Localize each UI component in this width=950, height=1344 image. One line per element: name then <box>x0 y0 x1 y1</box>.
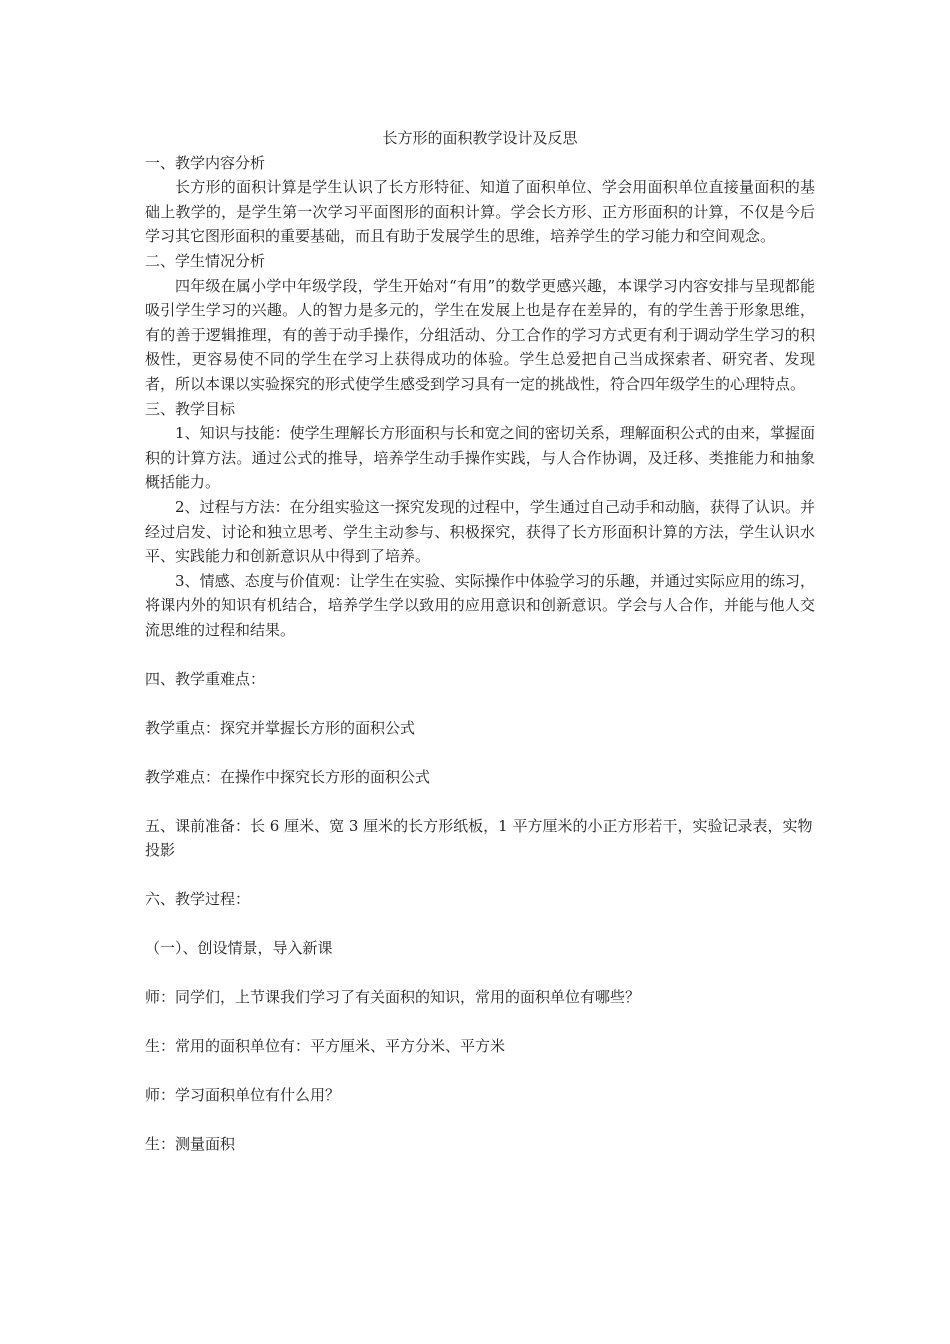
dialog-line-teacher-1: 师：同学们，上节课我们学习了有关面积的知识，常用的面积单位有哪些？ <box>145 988 641 1007</box>
preparation-text: 五、课前准备：长 6 厘米、宽 3 厘米的长方形纸板，1 平方厘米的小正方形若干，实验记录表，实物投影 <box>145 816 813 860</box>
section-heading-student-analysis: 二、学生情况分析 <box>145 251 266 270</box>
key-point-text: 教学重点：探究并掌握长方形的面积公式 <box>145 718 416 737</box>
difficult-point-text: 教学难点：在操作中探究长方形的面积公式 <box>145 767 431 786</box>
section-heading-teaching-process: 六、教学过程： <box>145 890 251 909</box>
paragraph-student-analysis: 四年级在属小学中年级学段，学生开始对“有用”的数学更感兴趣，本课学习内容安排与呈现都能吸引学生学习的兴趣。人的智力是多元的，学生在发展上也是存在差异的，有的学生善于形象思维，有的善于逻辑推理，有的善于动手操作，分组活动、分工合作的学习方式更有利于调动学生学习的积极性，更容易使不同的学生在学习上获得成功的体验。学生总爱把自己当成探索者、研究者、发现者，所以本课以实验探究的形式使学生感受到学习具有一定的挑战性，符合四年级学生的心理特点。 <box>145 276 815 393</box>
paragraph-content-analysis: 长方形的面积计算是学生认识了长方形特征、知道了面积单位、学会用面积单位直接量面积的基础上教学的，是学生第一次学习平面图形的面积计算。学会长方形、正方形面积的计算，不仅是今后学习其它图形面积的重要基础，而且有助于发展学生的思维，培养学生的学习能力和空间观念。 <box>145 178 815 246</box>
paragraph-goal-process: 2、过程与方法：在分组实验这一探究发现的过程中，学生通过自己动手和动脑，获得了认识。并经过启发、讨论和独立思考、学生主动参与、积极探究，获得了长方形面积计算的方法，学生认识水平、实践能力和创新意识从中得到了培养。 <box>145 497 815 566</box>
document-title: 长方形的面积教学设计及反思 <box>382 129 578 147</box>
section-heading-content-analysis: 一、教学内容分析 <box>145 153 266 172</box>
paragraph-goal-emotion: 3、情感、态度与价值观：让学生在实验、实际操作中体验学习的乐趣，并通过实际应用的练习，将课内外的知识有机结合，培养学生学以致用的应用意识和创新意识。学会与人合作，并能与他人交流思维的过程和结果。 <box>145 571 815 639</box>
document-page <box>145 126 815 1157</box>
paragraph-goal-knowledge: 1、知识与技能：使学生理解长方形面积与长和宽之间的密切关系，理解面积公式的由来，掌握面积的计算方法。通过公式的推导，培养学生动手操作实践，与人合作协调，及迁移、类推能力和抽象概括能力。 <box>145 424 815 492</box>
dialog-line-student-1: 生：常用的面积单位有：平方厘米、平方分米、平方米 <box>145 1037 506 1056</box>
section-heading-key-points: 四、教学重难点： <box>145 669 266 688</box>
section-heading-teaching-goals: 三、教学目标 <box>145 399 236 418</box>
dialog-line-student-2: 生：测量面积 <box>145 1135 236 1154</box>
subsection-heading-introduction: （一）、创设情景，导入新课 <box>145 939 333 958</box>
dialog-line-teacher-2: 师：学习面积单位有什么用？ <box>145 1086 341 1105</box>
